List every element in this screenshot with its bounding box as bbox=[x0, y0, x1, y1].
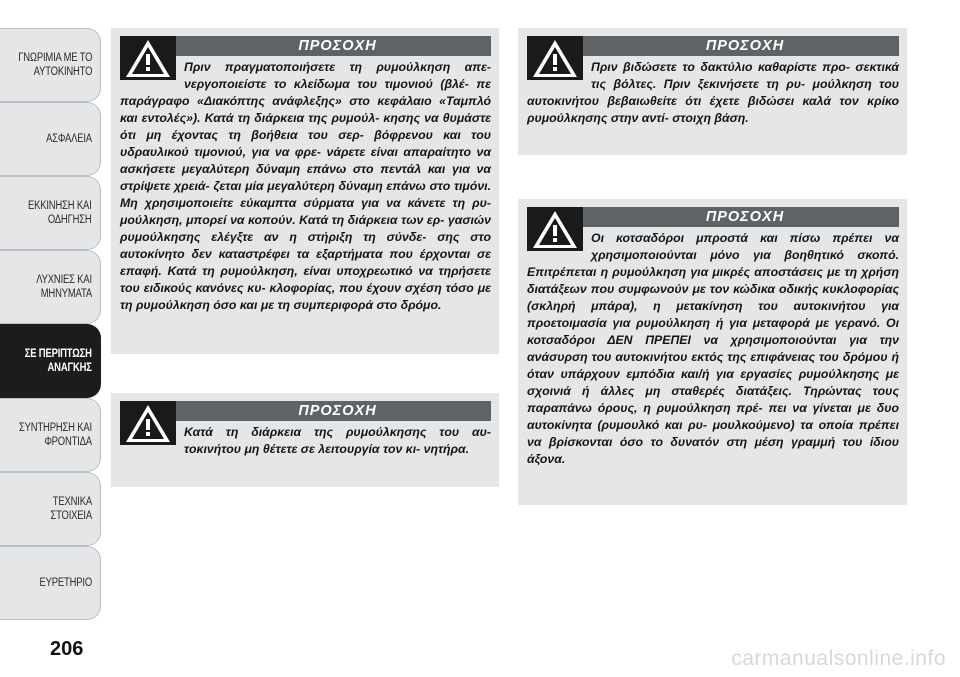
tab-label: ΕΚΚΙΝΗΣΗ ΚΑΙ ΟΔΗΓΗΣΗ bbox=[28, 200, 92, 226]
tab-label: ΑΣΦΑΛΕΙΑ bbox=[46, 133, 92, 145]
warning-text: Κατά τη διάρκεια της ρυμούλκησης του αυ- τοκινήτου μη θέτετε σε λειτουργία τον κι- νητήρα. bbox=[184, 425, 491, 456]
tab-index[interactable] bbox=[0, 546, 101, 620]
warning-text: Πριν πραγματοποιήσετε τη ρυμούλκηση απε- νεργοποιείστε το κλείδωμα του τιμονιού (βλέ- πε παράγραφο «Διακόπτης ανάφλεξης» στο κεφάλαιο «Ταμπλό και εντολές»). Κατά τη διάρκεια της ρυμούλ- κησης να θυμάστε ότι μη έχοντας τη βοήθεια του σερ- βόφρενου και του υδραυλικού τιμονιού, για να φρε- νάρετε είναι απαραίτητο να ασκήσετε μεγαλύτερη δύναμη επάνω στο πεντάλ και για να στρίψετε χρειά- ζεται μία μεγαλύτερη δύναμη επάνω στο τιμόνι. Μη χρησιμοποιείτε εύκαμπτα σύρματα για να κάνετε τη ρυ- μούλκηση, μπορεί να κοπούν. Κατά τη διάρκεια των ερ- γασιών ρυμούλκησης ελέγξτε αν η στήριξη τη σύνδε- σης στο αυτοκίνητο δεν καταστρέφει τα εξαρτήματα που έρχονται σε επαφή. Κατά τη ρυμούλκηση, είναι υποχρεωτικό να τηρήσετε του ειδικούς κανόνες κυ- κλοφορίας, που έχουν σχέση τόσο με τη ρυμούλκηση όσο και με τη συμπεριφορά στο δρόμο. bbox=[120, 60, 491, 312]
tab-getting-to-know-car[interactable] bbox=[0, 28, 101, 102]
tab-starting-driving[interactable] bbox=[0, 176, 101, 250]
warning-text: Πριν βιδώσετε το δακτύλιο καθαρίστε προ- σεκτικά τις βόλτες. Πριν ξεκινήσετε τη ρυ- μούλκηση του αυτοκινήτου βεβαιωθείτε ότι έχετε βιδώσει καλά τον κρίκο ρυμούλκησης στην αντί- στοιχη βάση. bbox=[527, 60, 899, 125]
warning-box-engine-off bbox=[111, 393, 499, 487]
chapter-tabs bbox=[0, 28, 101, 620]
tab-safety[interactable] bbox=[0, 102, 101, 176]
warning-box-tow-ring bbox=[518, 28, 907, 155]
warning-text: Οι κοτσαδόροι μπροστά και πίσω πρέπει να χρησιμοποιούνται μόνο για βοηθητικό σκοπό. Επιτρέπεται η ρυμούλκηση για μικρές αποστάσεις με τη χρήση διατάξεων που συμφωνούν με τον κώδικα οδικής κυκλοφορίας (σκληρή μπάρα), η μετακίνηση του αυτοκινήτου για προετοιμασία για ρυμούλκηση ή για μεταφορά με γερανό. Οι κοτσαδόροι ΔΕΝ ΠΡΕΠΕΙ να χρησιμοποιούνται για την ανάσυρση του αυτοκινήτου εκτός της επιφάνειας του δρόμου ή όταν υπάρχουν εμπόδια και/ή για εργασίες ρυμούλκησης με σχοινιά ή άλλες μη σταθερές διατάξεις. Τηρώντας τους παραπάνω όρους, η ρυμούλκηση πρέ- πει να γίνεται με δυο αυτοκίνητα (ρυμουλκό και ρυ- μουλκούμενο) τα οποία πρέπει να βρίσκονται όσο το δυνατόν στη μέση γραμμή του ίδιου άξονα. bbox=[527, 231, 899, 466]
tab-technical-data[interactable] bbox=[0, 472, 101, 546]
tab-in-emergency[interactable] bbox=[0, 324, 101, 398]
warning-triangle-icon bbox=[120, 36, 176, 80]
warning-header: ΠΡΟΣΟΧΗ bbox=[120, 36, 491, 56]
tab-label: ΤΕΧΝΙΚΑ ΣΤΟΙΧΕΙΑ bbox=[50, 496, 92, 522]
watermark: carmanualsonline.info bbox=[731, 647, 946, 670]
warning-triangle-icon bbox=[527, 207, 583, 251]
tab-label: ΣΕ ΠΕΡΙΠΤΩΣΗ ΑΝΑΓΚΗΣ bbox=[24, 348, 92, 374]
tab-label: ΛΥΧΝΙΕΣ ΚΑΙ ΜΗΝΥΜΑΤΑ bbox=[36, 274, 92, 300]
tab-label: ΓΝΩΡΙΜΙΑ ΜΕ ΤΟ ΑΥΤΟΚΙΝΗΤΟ bbox=[17, 52, 92, 78]
warning-triangle-icon bbox=[527, 36, 583, 80]
warning-header: ΠΡΟΣΟΧΗ bbox=[527, 207, 899, 227]
tab-label: ΕΥΡΕΤΗΡΙΟ bbox=[39, 577, 92, 589]
tab-label: ΣΥΝΤΗΡΗΣΗ ΚΑΙ ΦΡΟΝΤΙΔΑ bbox=[19, 422, 92, 448]
warning-box-tow-hooks bbox=[518, 199, 907, 505]
warning-header: ΠΡΟΣΟΧΗ bbox=[120, 401, 491, 421]
tab-maintenance-care[interactable] bbox=[0, 398, 101, 472]
warning-box-towing-steering-lock bbox=[111, 28, 499, 354]
tab-warning-lights[interactable] bbox=[0, 250, 101, 324]
warning-triangle-icon bbox=[120, 401, 176, 445]
page-number: 206 bbox=[50, 638, 84, 660]
warning-header: ΠΡΟΣΟΧΗ bbox=[527, 36, 899, 56]
